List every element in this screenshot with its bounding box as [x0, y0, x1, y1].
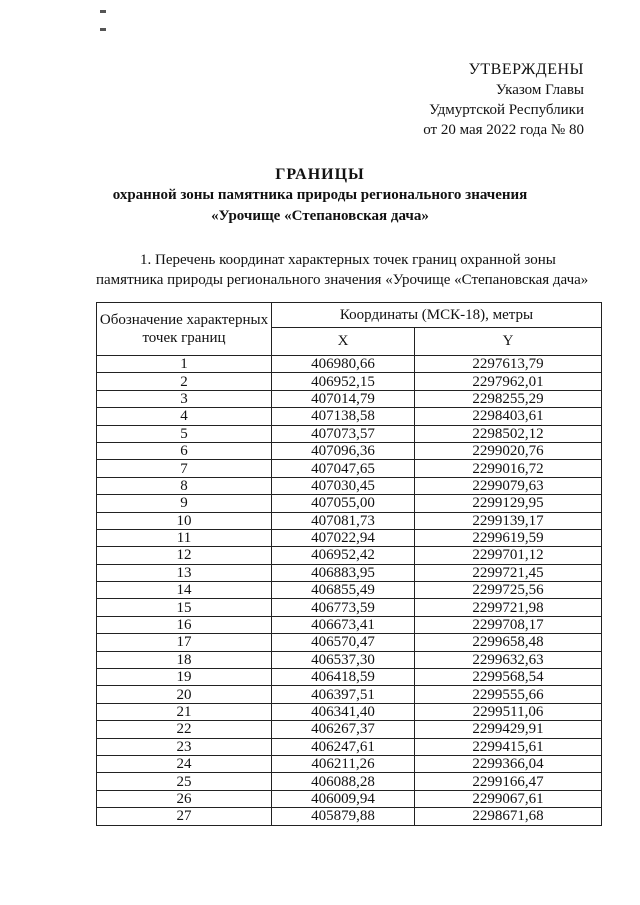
y-coordinate-cell: 2297613,79: [415, 356, 602, 373]
header-point-label: Обозначение характерных точек границ: [97, 303, 272, 356]
x-coordinate-cell: 407030,45: [272, 477, 415, 494]
y-coordinate-cell: 2299366,04: [415, 755, 602, 772]
y-coordinate-cell: 2299020,76: [415, 442, 602, 459]
point-number-cell: 25: [97, 773, 272, 790]
section-line-1: 1. Перечень координат характерных точек границ охранной зоны: [140, 252, 556, 268]
y-coordinate-cell: 2298403,61: [415, 408, 602, 425]
y-coordinate-cell: 2299429,91: [415, 721, 602, 738]
x-coordinate-cell: 406980,66: [272, 356, 415, 373]
point-number-cell: 4: [97, 408, 272, 425]
point-number-cell: 13: [97, 564, 272, 581]
x-coordinate-cell: 406952,15: [272, 373, 415, 390]
table-row: [97, 755, 602, 772]
heading-title: ГРАНИЦЫ: [275, 166, 365, 183]
y-coordinate-cell: 2299016,72: [415, 460, 602, 477]
table-row: [97, 616, 602, 633]
y-coordinate-cell: 2299721,45: [415, 564, 602, 581]
table-row: [97, 790, 602, 807]
x-coordinate-cell: 406009,94: [272, 790, 415, 807]
table-row: [97, 408, 602, 425]
table-row: [97, 495, 602, 512]
point-number-cell: 3: [97, 390, 272, 407]
x-coordinate-cell: 407081,73: [272, 512, 415, 529]
y-coordinate-cell: 2299067,61: [415, 790, 602, 807]
point-number-cell: 22: [97, 721, 272, 738]
point-number-cell: 7: [97, 460, 272, 477]
scan-mark: [100, 0, 140, 4]
x-coordinate-cell: 406537,30: [272, 651, 415, 668]
x-coordinate-cell: 407138,58: [272, 408, 415, 425]
section-line-2: памятника природы регионального значения «Урочище «Степановская дача»: [96, 272, 589, 288]
table-row: [97, 425, 602, 442]
point-number-cell: 23: [97, 738, 272, 755]
y-coordinate-cell: 2297962,01: [415, 373, 602, 390]
point-number-cell: 26: [97, 790, 272, 807]
document-heading: [0, 164, 640, 227]
point-number-cell: 2: [97, 373, 272, 390]
point-number-cell: 1: [97, 356, 272, 373]
x-coordinate-cell: 406088,28: [272, 773, 415, 790]
x-coordinate-cell: 406952,42: [272, 547, 415, 564]
point-number-cell: 21: [97, 703, 272, 720]
point-number-cell: 15: [97, 599, 272, 616]
y-coordinate-cell: 2299701,12: [415, 547, 602, 564]
header-x: X: [272, 328, 415, 356]
table-row: [97, 356, 602, 373]
x-coordinate-cell: 405879,88: [272, 808, 415, 825]
table-row: [97, 773, 602, 790]
table-row: [97, 373, 602, 390]
y-coordinate-cell: 2299632,63: [415, 651, 602, 668]
table-row: [97, 721, 602, 738]
table-row: [97, 634, 602, 651]
y-coordinate-cell: 2299415,61: [415, 738, 602, 755]
table-row: [97, 703, 602, 720]
point-number-cell: 12: [97, 547, 272, 564]
table-row: [97, 512, 602, 529]
table-row: [97, 738, 602, 755]
point-number-cell: 17: [97, 634, 272, 651]
point-number-cell: 5: [97, 425, 272, 442]
x-coordinate-cell: 406211,26: [272, 755, 415, 772]
y-coordinate-cell: 2299708,17: [415, 616, 602, 633]
x-coordinate-cell: 406247,61: [272, 738, 415, 755]
point-number-cell: 16: [97, 616, 272, 633]
table-row: [97, 442, 602, 459]
y-coordinate-cell: 2299658,48: [415, 634, 602, 651]
x-coordinate-cell: 406855,49: [272, 582, 415, 599]
table-row: [97, 547, 602, 564]
x-coordinate-cell: 407047,65: [272, 460, 415, 477]
x-coordinate-cell: 406341,40: [272, 703, 415, 720]
point-number-cell: 10: [97, 512, 272, 529]
x-coordinate-cell: 406570,47: [272, 634, 415, 651]
table-body: [97, 356, 602, 826]
table-row: [97, 669, 602, 686]
point-number-cell: 27: [97, 808, 272, 825]
x-coordinate-cell: 407055,00: [272, 495, 415, 512]
y-coordinate-cell: 2299721,98: [415, 599, 602, 616]
y-coordinate-cell: 2298502,12: [415, 425, 602, 442]
y-coordinate-cell: 2299079,63: [415, 477, 602, 494]
point-number-cell: 19: [97, 669, 272, 686]
table-row: [97, 686, 602, 703]
x-coordinate-cell: 407014,79: [272, 390, 415, 407]
table-row: [97, 651, 602, 668]
x-coordinate-cell: 407073,57: [272, 425, 415, 442]
point-number-cell: 8: [97, 477, 272, 494]
y-coordinate-cell: 2299555,66: [415, 686, 602, 703]
table-row: [97, 390, 602, 407]
x-coordinate-cell: 406418,59: [272, 669, 415, 686]
approval-decree: Указом Главы: [495, 82, 584, 98]
x-coordinate-cell: 406773,59: [272, 599, 415, 616]
point-number-cell: 20: [97, 686, 272, 703]
point-number-cell: 18: [97, 651, 272, 668]
y-coordinate-cell: 2299511,06: [415, 703, 602, 720]
x-coordinate-cell: 406267,37: [272, 721, 415, 738]
x-coordinate-cell: 407022,94: [272, 529, 415, 546]
x-coordinate-cell: 407096,36: [272, 442, 415, 459]
table-row: [97, 564, 602, 581]
header-y: Y: [415, 328, 602, 356]
point-number-cell: 14: [97, 582, 272, 599]
y-coordinate-cell: 2299129,95: [415, 495, 602, 512]
approval-date: от 20 мая 2022 года № 80: [423, 122, 584, 138]
table-row: [97, 529, 602, 546]
y-coordinate-cell: 2299725,56: [415, 582, 602, 599]
y-coordinate-cell: 2298671,68: [415, 808, 602, 825]
y-coordinate-cell: 2299568,54: [415, 669, 602, 686]
table-row: [97, 808, 602, 825]
approval-title: УТВЕРЖДЕНЫ: [468, 61, 584, 78]
x-coordinate-cell: 406397,51: [272, 686, 415, 703]
y-coordinate-cell: 2299166,47: [415, 773, 602, 790]
y-coordinate-cell: 2298255,29: [415, 390, 602, 407]
heading-subtitle-2: «Урочище «Степановская дача»: [211, 208, 429, 224]
coordinates-table: [96, 302, 602, 826]
x-coordinate-cell: 406673,41: [272, 616, 415, 633]
point-number-cell: 9: [97, 495, 272, 512]
point-number-cell: 24: [97, 755, 272, 772]
y-coordinate-cell: 2299619,59: [415, 529, 602, 546]
heading-subtitle-1: охранной зоны памятника природы регионального значения: [112, 187, 528, 203]
y-coordinate-cell: 2299139,17: [415, 512, 602, 529]
x-coordinate-cell: 406883,95: [272, 564, 415, 581]
approval-republic: Удмуртской Республики: [429, 102, 584, 118]
section-intro: [96, 250, 606, 290]
table-row: [97, 582, 602, 599]
table-row: [97, 599, 602, 616]
approval-block: [423, 60, 584, 140]
table-row: [97, 477, 602, 494]
header-coordinates: Координаты (МСК-18), метры: [272, 303, 602, 328]
point-number-cell: 6: [97, 442, 272, 459]
point-number-cell: 11: [97, 529, 272, 546]
table-row: [97, 460, 602, 477]
